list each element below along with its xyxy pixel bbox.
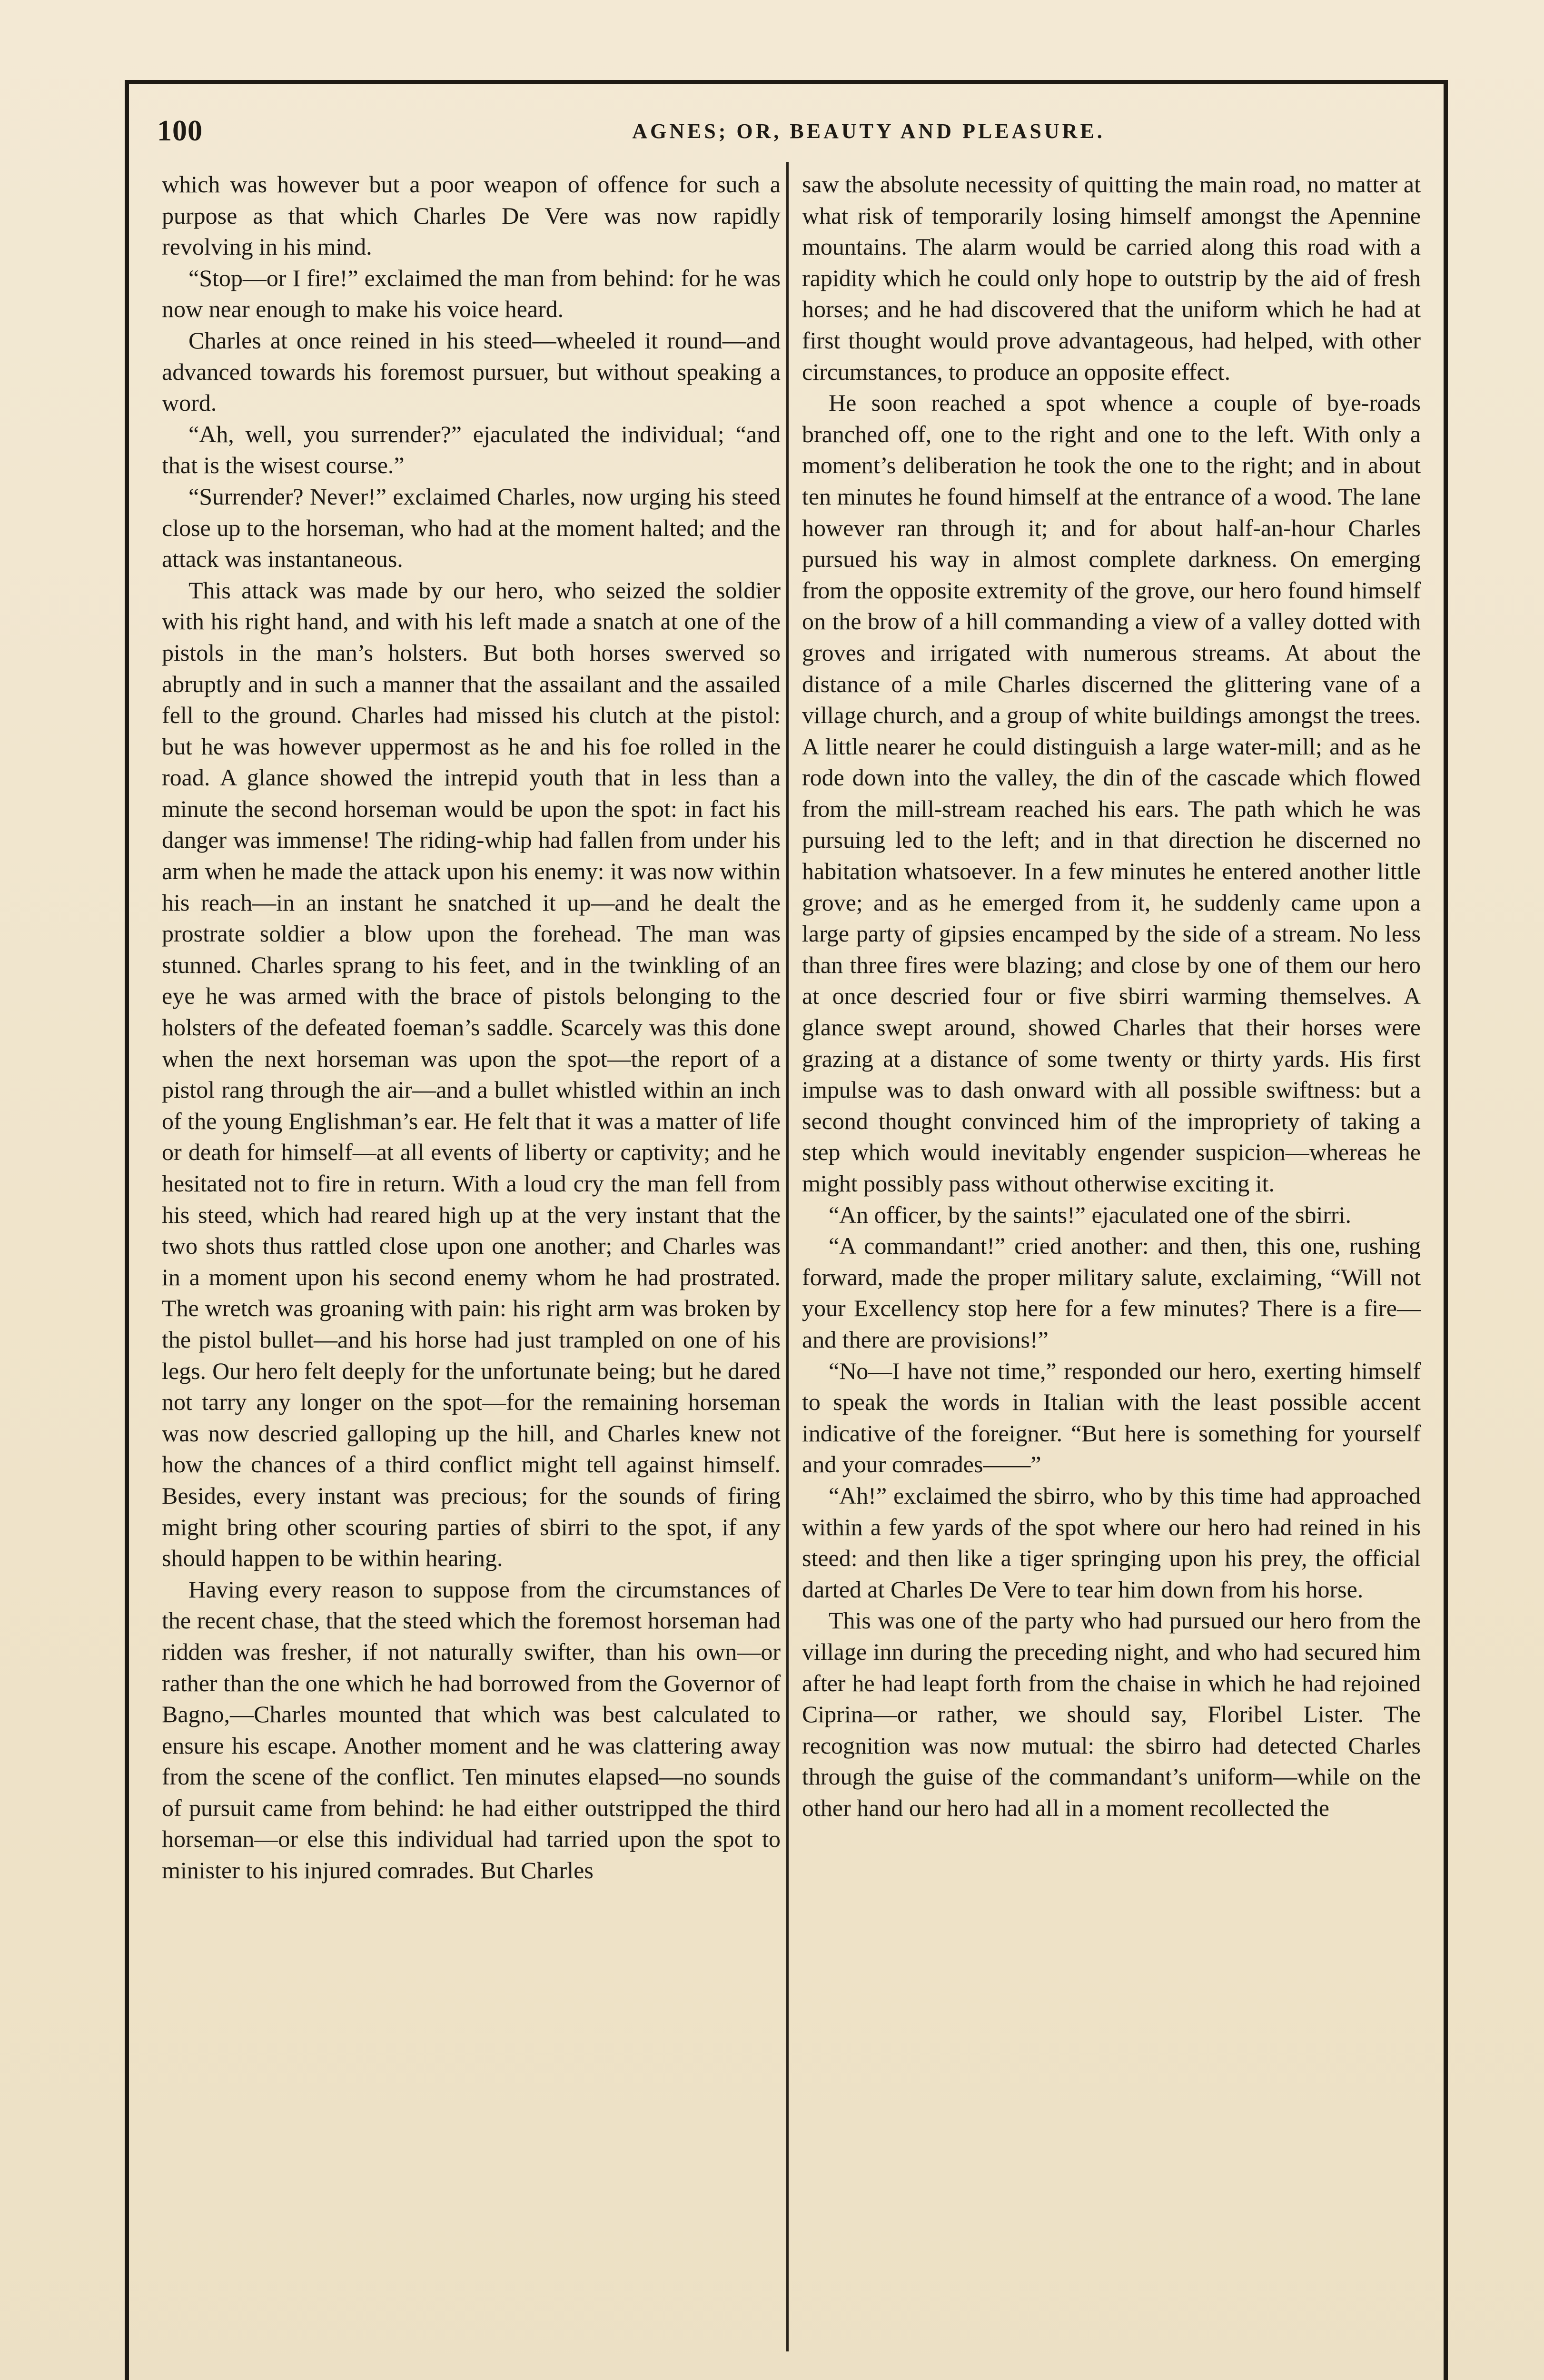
paragraph: This was one of the party who had pursued our hero from the village inn during the preceding night, and who had secured him after he had leapt forth from the chaise in which he had rejoined Ciprina—or rather, we should say, Floribel Lister. The recognition was now mutual: the sbirro had detected Charles through the guise of the commandant’s uniform—while on the other hand our hero had all in a moment recollected the (802, 1607, 1421, 1821)
paragraph: “No—I have not time,” responded our hero, exerting himself to speak the words in Italian with the least possible accent indicative of the foreigner. “But here is something for yourself and your comrades——” (802, 1357, 1421, 1478)
page-header (157, 114, 1423, 157)
paragraph: which was however but a poor weapon of offence for such a purpose as that which Charles De Vere was now rapidly revolving in his mind. (162, 171, 781, 260)
column-divider (786, 162, 789, 2351)
left-column (162, 169, 781, 1886)
paragraph: saw the absolute necessity of quitting the main road, no matter at what risk of temporarily losing himself amongst the Apennine mountains. The alarm would be carried along this road with a rapidity which he could only hope to outstrip by the aid of fresh horses; and he had discovered that the uniform which he had at first thought would prove advantageous, had helped, with other circumstances, to produce an opposite effect. (802, 171, 1421, 385)
paragraph: “Ah, well, you surrender?” ejaculated the individual; “and that is the wisest course.” (162, 420, 781, 479)
page-number: 100 (157, 115, 203, 147)
paragraph: “An officer, by the saints!” ejaculated one of the sbirri. (829, 1201, 1352, 1228)
right-border-rule (1444, 80, 1448, 2380)
paragraph: “Ah!” exclaimed the sbirro, who by this time had approached within a few yards of the spot where our hero had reined in his steed: and then like a tiger springing upon his prey, the official darted at Charles De Vere to tear him down from his horse. (802, 1482, 1421, 1603)
paragraph: Having every reason to suppose from the circumstances of the recent chase, that the steed which the foremost horseman had ridden was fresher, if not naturally swifter, than his own—or rather than the one which he had borrowed from the Governor of Bagno,—Charles mounted that which was best calculated to ensure his escape. Another moment and he was clattering away from the scene of the conflict. Ten minutes elapsed—no sounds of pursuit came from behind: he had either outstripped the third horseman—or else this individual had tarried upon the spot to minister to his injured comrades. But Charles (162, 1576, 781, 1884)
left-border-rule (125, 80, 129, 2380)
right-column (802, 169, 1421, 1824)
paragraph: “Stop—or I fire!” exclaimed the man from behind: for he was now near enough to make his voice heard. (162, 264, 781, 323)
paragraph: “A commandant!” cried another: and then, this one, rushing forward, made the proper military salute, exclaiming, “Will not your Excellency stop here for a few minutes? There is a fire—and there are provisions!” (802, 1232, 1421, 1353)
paragraph: This attack was made by our hero, who seized the soldier with his right hand, and with his left made a snatch at one of the pistols in the man’s holsters. But both horses swerved so abruptly and in such a manner that the assailant and the assailed fell to the ground. Charles had missed his clutch at the pistol: but he was however uppermost as he and his foe rolled in the road. A glance showed the intrepid youth that in less than a minute the second horseman would be upon the spot: in fact his danger was immense! The riding-whip had fallen from under his arm when he made the attack upon his enemy: it was now within his reach—in an instant he snatched it up—and he dealt the prostrate soldier a blow upon the forehead. The man was stunned. Charles sprang to his feet, and in the twinkling of an eye he was armed with the brace of pistols belonging to the holsters of the defeated foeman’s saddle. Scarcely was this done when the next horseman was upon the spot—the report of a pistol rang through the air—and a bullet whistled within an inch of the young Englishman’s ear. He felt that it was a matter of life or death for himself—at all events of liberty or captivity; and he hesitated not to fire in return. With a loud cry the man fell from his steed, which had reared high up at the very instant that the two shots thus rattled close upon one another; and Charles was in a moment upon his second enemy whom he had prostrated. The wretch was groaning with pain: his right arm was broken by the pistol bullet—and his horse had just trampled on one of his legs. Our hero felt deeply for the unfortunate being; but he dared not tarry any longer on the spot—for the remaining horseman was now descried galloping up the hill, and Charles knew not how the chances of a third conflict might tell against himself. Besides, every instant was precious; for the sounds of firing might bring other scouring parties of sbirri to the spot, if any should happen to be within hearing. (162, 576, 781, 1572)
top-border-rule (125, 80, 1448, 84)
running-title: AGNES; OR, BEAUTY AND PLEASURE. (632, 119, 1105, 143)
paragraph: “Surrender? Never!” exclaimed Charles, now urging his steed close up to the horseman, who had at the moment halted; and the attack was instantaneous. (162, 483, 781, 573)
paragraph: He soon reached a spot whence a couple of bye-roads branched off, one to the right and one to the left. With only a moment’s deliberation he took the one to the right; and in about ten minutes he found himself at the entrance of a wood. The lane however ran through it; and for about half-an-hour Charles pursued his way in almost complete darkness. On emerging from the opposite extremity of the grove, our hero found himself on the brow of a hill commanding a view of a valley dotted with groves and irrigated with numerous streams. At about the distance of a mile Charles discerned the glittering vane of a village church, and a group of white buildings amongst the trees. A little nearer he could distinguish a large water-mill; and as he rode down into the valley, the din of the cascade which flowed from the mill-stream reached his ears. The path which he was pursuing led to the left; and in that direction he discerned no habitation whatsoever. In a few minutes he entered another little grove; and as he emerged from it, he suddenly came upon a large party of gipsies encamped by the side of a stream. No less than three fires were blazing; and close by one of them our hero at once descried four or five sbirri warming themselves. A glance swept around, showed Charles that their horses were grazing at a distance of some twenty or thirty yards. His first impulse was to dash onward with all possible swiftness: but a second thought convinced him of the impropriety of taking a step which would inevitably engender suspicion—whereas he might possibly pass without otherwise exciting it. (802, 389, 1421, 1197)
paragraph: Charles at once reined in his steed—wheeled it round—and advanced towards his foremost pursuer, but without speaking a word. (162, 327, 781, 416)
